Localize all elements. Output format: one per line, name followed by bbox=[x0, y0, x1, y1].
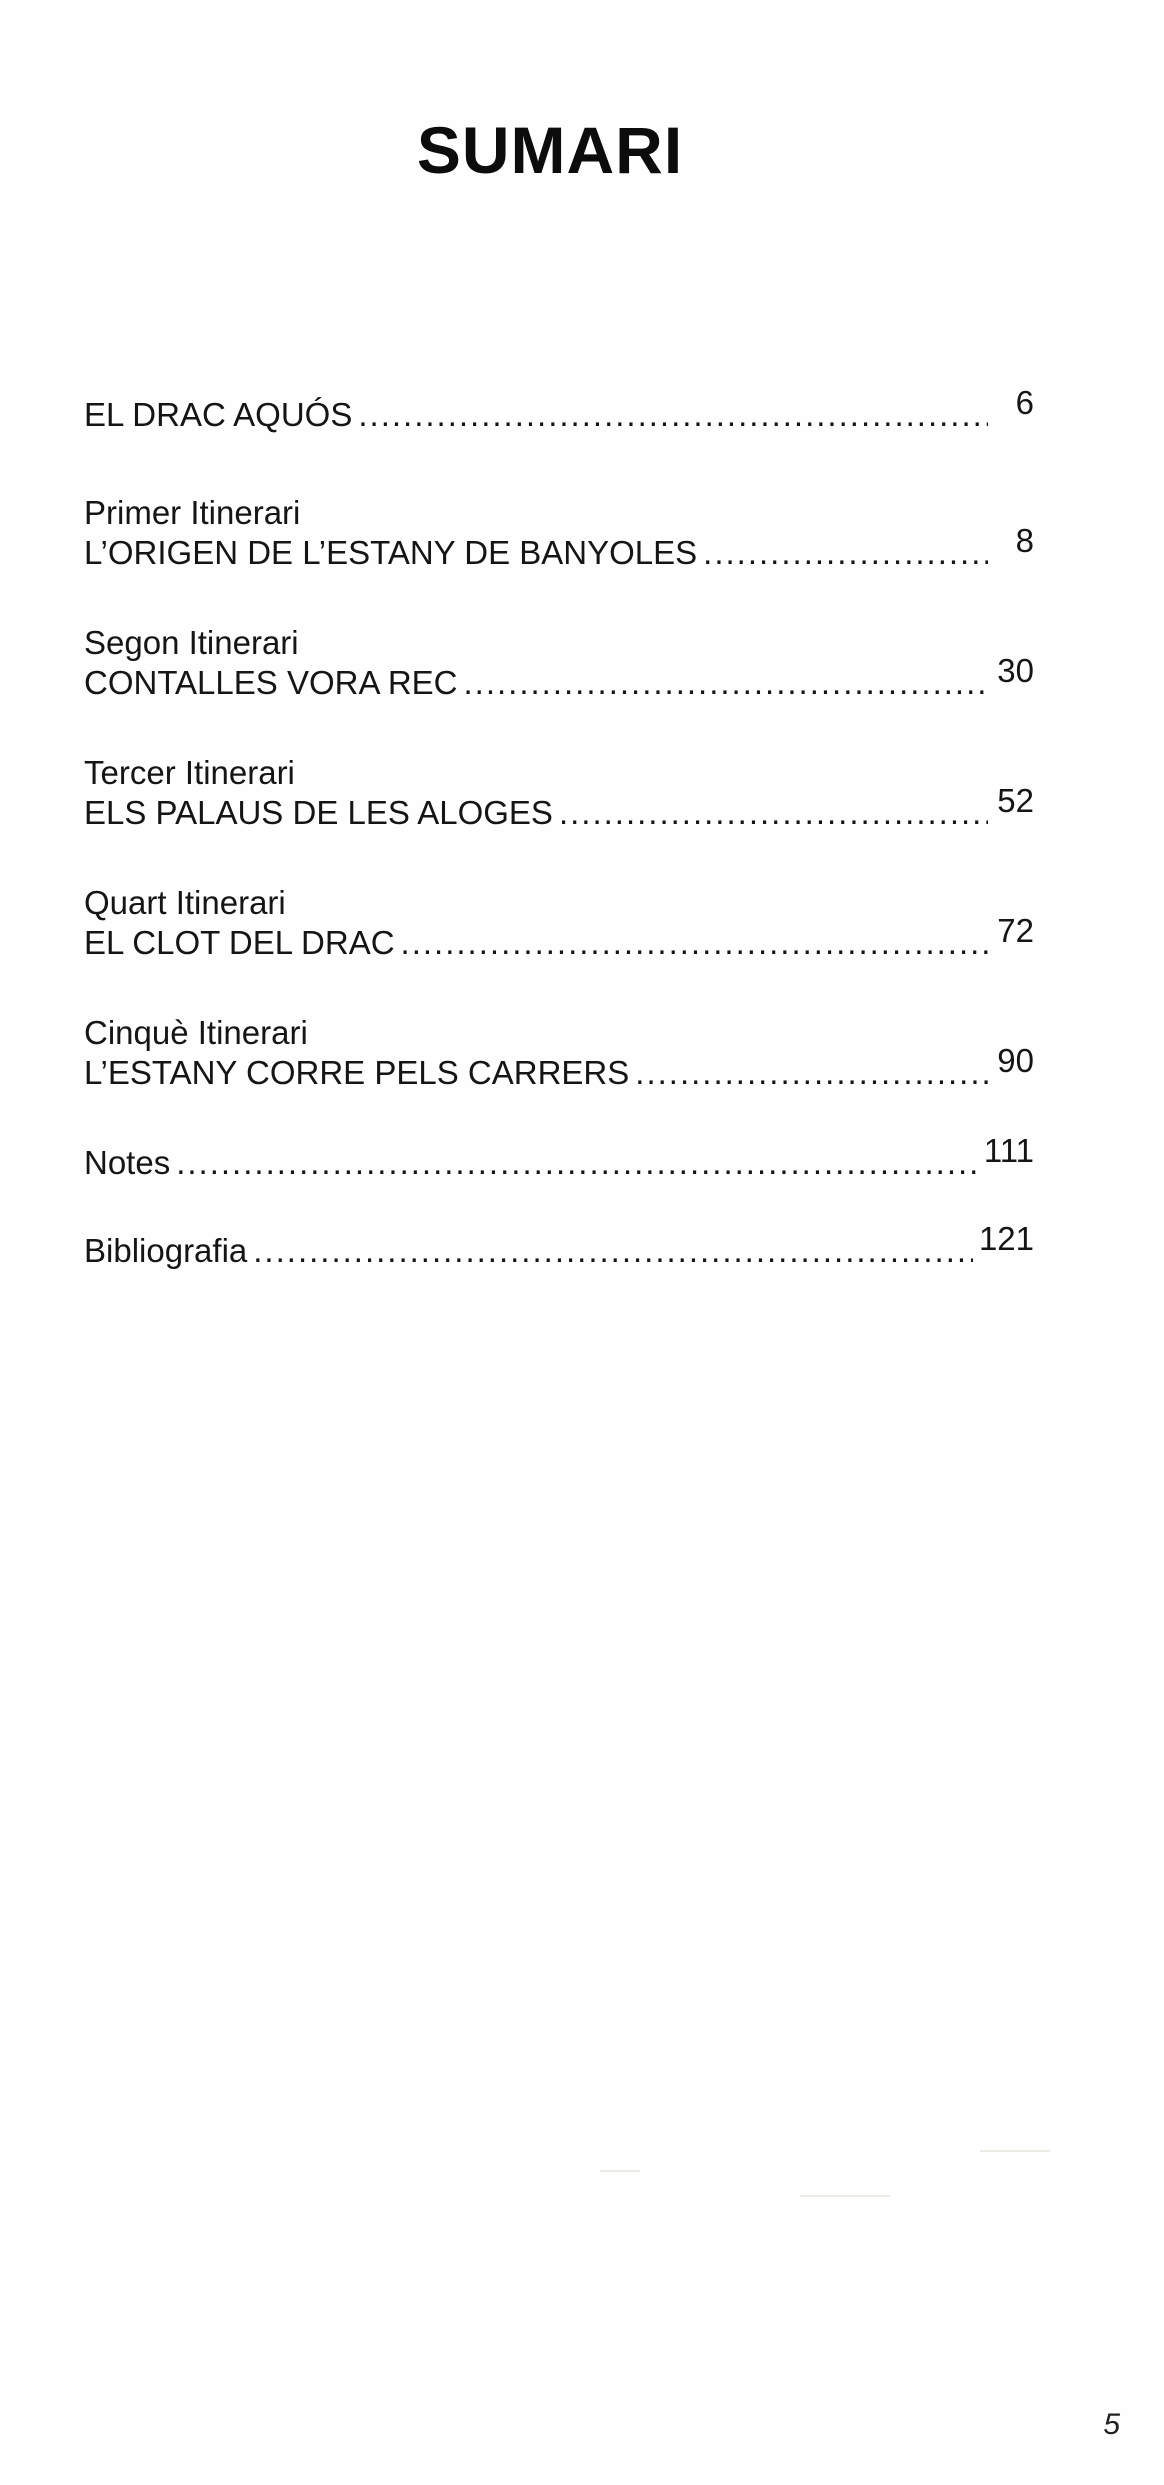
page-number: 5 bbox=[1103, 2408, 1120, 2441]
toc-row bbox=[84, 782, 1034, 833]
toc-entry bbox=[84, 493, 1034, 573]
toc-itinerary-label: Primer Itinerari bbox=[84, 494, 301, 531]
toc-row bbox=[84, 1042, 1034, 1093]
toc-page-number: 6 bbox=[1015, 384, 1034, 421]
toc-itinerary-label: Segon Itinerari bbox=[84, 624, 299, 661]
table-of-contents bbox=[84, 384, 1034, 1319]
scan-smudge bbox=[800, 2195, 890, 2197]
scan-smudge bbox=[980, 2150, 1050, 2152]
dot-leader bbox=[401, 923, 988, 963]
toc-page-number: 30 bbox=[997, 652, 1034, 689]
toc-itinerary-label: Quart Itinerari bbox=[84, 884, 286, 921]
toc-page-number: 121 bbox=[978, 1220, 1034, 1257]
toc-entry-title: Bibliografia bbox=[84, 1232, 248, 1269]
toc-row bbox=[84, 384, 1034, 435]
toc-page-number: 90 bbox=[997, 1042, 1034, 1079]
toc-page-number: 72 bbox=[997, 912, 1034, 949]
toc-entry bbox=[84, 623, 1034, 703]
toc-entry bbox=[84, 883, 1034, 963]
toc-entry-title: ELS PALAUS DE LES ALOGES bbox=[84, 794, 553, 831]
dot-leader bbox=[358, 395, 988, 435]
toc-row bbox=[84, 1132, 1034, 1183]
toc-row bbox=[84, 1220, 1034, 1271]
toc-itinerary-label: Cinquè Itinerari bbox=[84, 1014, 308, 1051]
toc-row bbox=[84, 652, 1034, 703]
toc-entry-title: EL DRAC AQUÓS bbox=[84, 396, 353, 433]
toc-page-number: 111 bbox=[983, 1132, 1034, 1169]
toc-entry bbox=[84, 1132, 1034, 1183]
toc-entry bbox=[84, 384, 1034, 435]
dot-leader bbox=[253, 1231, 973, 1271]
page-title: SUMARI bbox=[416, 113, 684, 187]
toc-entry-title: L’ORIGEN DE L’ESTANY DE BANYOLES bbox=[84, 534, 698, 571]
toc-entry-title: Notes bbox=[84, 1144, 171, 1181]
scan-smudge bbox=[600, 2170, 640, 2172]
dot-leader bbox=[559, 793, 988, 833]
toc-entry bbox=[84, 753, 1034, 833]
toc-row bbox=[84, 522, 1034, 573]
toc-itinerary-label: Tercer Itinerari bbox=[84, 754, 295, 791]
toc-page-number: 8 bbox=[1015, 522, 1034, 559]
toc-entry-title: CONTALLES VORA REC bbox=[84, 664, 458, 701]
dot-leader bbox=[464, 663, 989, 703]
toc-page-number: 52 bbox=[997, 782, 1034, 819]
toc-entry-title: L’ESTANY CORRE PELS CARRERS bbox=[84, 1054, 630, 1091]
toc-entry-title: EL CLOT DEL DRAC bbox=[84, 924, 395, 961]
dot-leader bbox=[176, 1143, 978, 1183]
dot-leader bbox=[635, 1053, 988, 1093]
toc-entry bbox=[84, 1220, 1034, 1271]
dot-leader bbox=[703, 533, 988, 573]
toc-row bbox=[84, 912, 1034, 963]
toc-entry bbox=[84, 1013, 1034, 1093]
